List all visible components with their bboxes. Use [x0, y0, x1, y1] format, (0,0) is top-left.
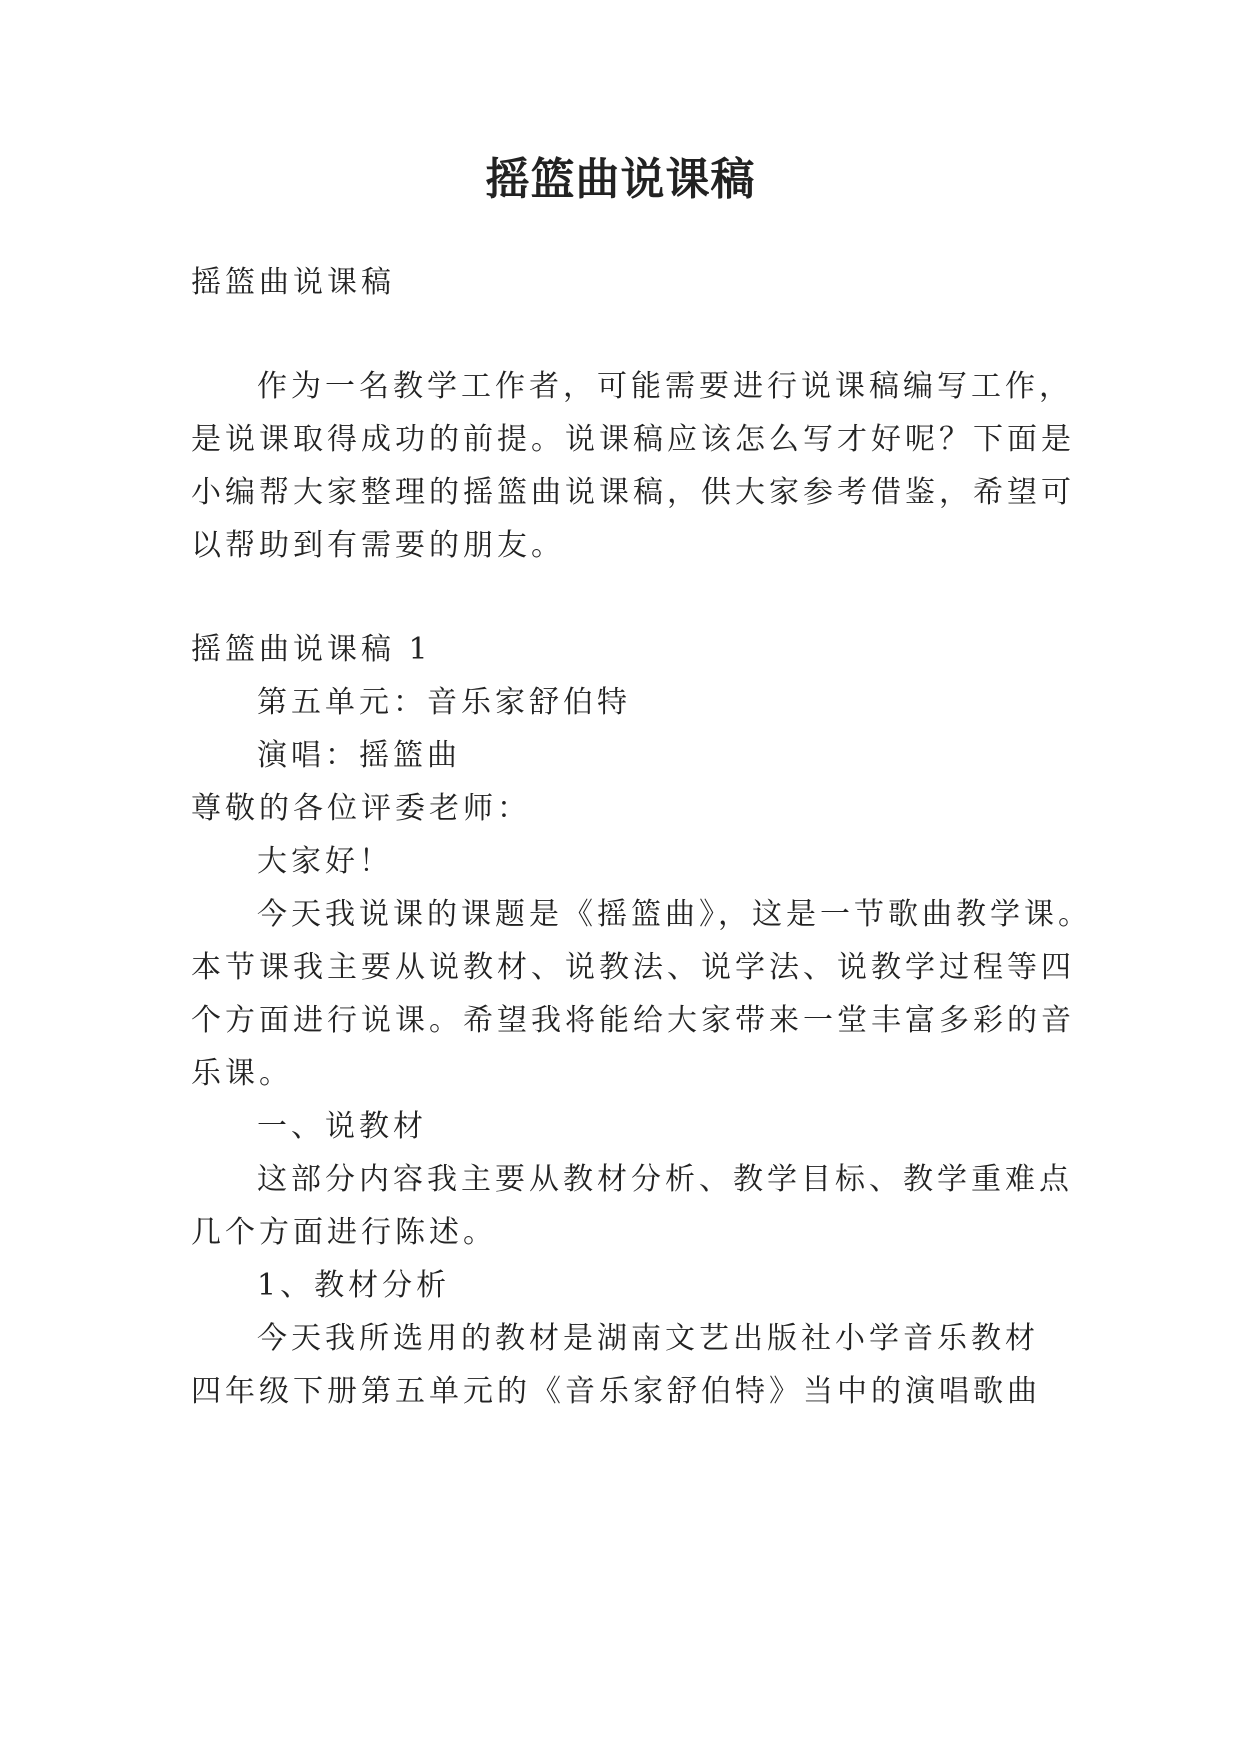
section-heading: 摇篮曲说课稿 1: [191, 632, 432, 667]
para3-line-1: 今天我所选用的教材是湖南文艺出版社小学音乐教材: [257, 1321, 1039, 1356]
unit-line: 第五单元：音乐家舒伯特: [257, 685, 631, 720]
salutation-line: 尊敬的各位评委老师：: [191, 791, 531, 826]
document-subtitle: 摇篮曲说课稿: [191, 265, 395, 300]
document-title: 摇篮曲说课稿: [485, 154, 756, 205]
para1-line-1: 今天我说课的课题是《摇篮曲》，这是一节歌曲教学课。: [257, 897, 1092, 932]
heading-1: 一、说教材: [257, 1109, 427, 1144]
para1-line-4: 乐课。: [191, 1056, 293, 1091]
para3-line-2: 四年级下册第五单元的《音乐家舒伯特》当中的演唱歌曲: [191, 1374, 1041, 1409]
para1-line-2: 本节课我主要从说教材、说教法、说学法、说教学过程等四: [191, 950, 1075, 985]
para1-line-3: 个方面进行说课。希望我将能给大家带来一堂丰富多彩的音: [191, 1003, 1075, 1038]
intro-line-1: 作为一名教学工作者，可能需要进行说课稿编写工作，: [257, 369, 1073, 404]
intro-line-4: 以帮助到有需要的朋友。: [191, 528, 565, 563]
para2-line-1: 这部分内容我主要从教材分析、教学目标、教学重难点: [257, 1162, 1073, 1197]
intro-line-2: 是说课取得成功的前提。说课稿应该怎么写才好呢？下面是: [191, 422, 1075, 457]
para2-line-2: 几个方面进行陈述。: [191, 1215, 497, 1250]
heading-1-1: 1、教材分析: [257, 1268, 451, 1303]
sing-line: 演唱：摇篮曲: [257, 738, 461, 773]
greeting-line: 大家好！: [257, 844, 393, 879]
intro-line-3: 小编帮大家整理的摇篮曲说课稿，供大家参考借鉴，希望可: [191, 475, 1075, 510]
